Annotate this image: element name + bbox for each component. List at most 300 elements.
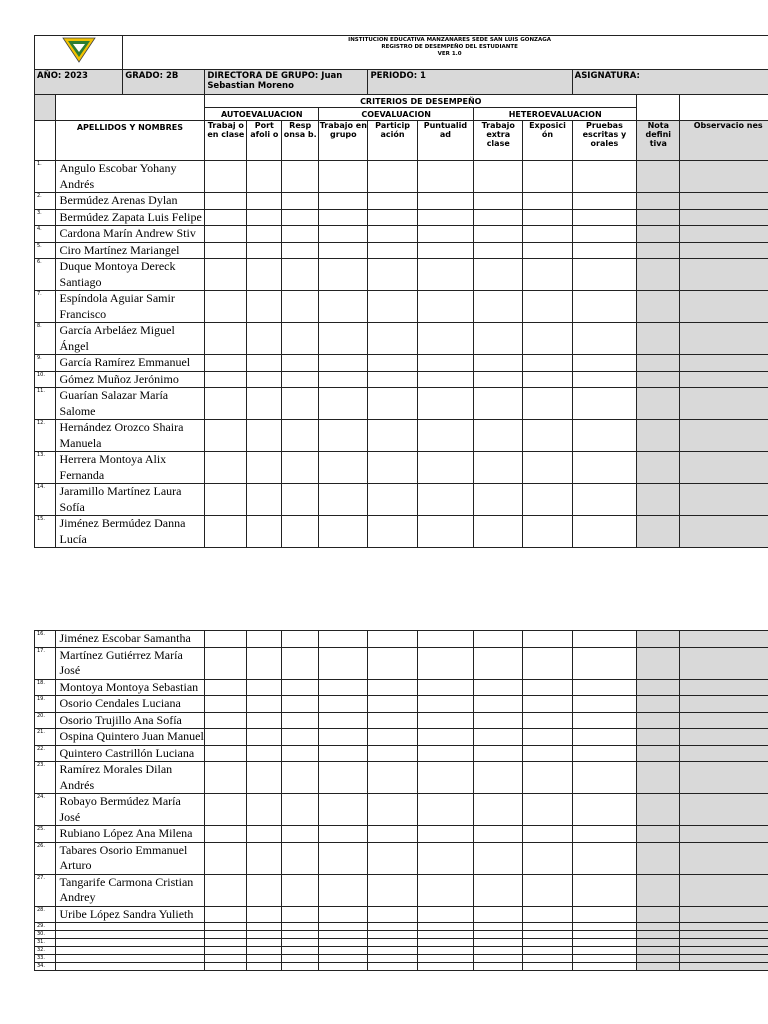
grade-cell[interactable] [319,906,368,923]
grade-cell[interactable] [282,291,319,323]
grade-cell[interactable] [474,906,523,923]
grade-cell[interactable] [368,762,417,794]
observations-cell[interactable] [680,906,768,923]
grade-cell[interactable] [417,291,473,323]
observations-cell[interactable] [680,323,768,355]
observations-cell[interactable] [680,516,768,548]
observations-cell[interactable] [680,631,768,648]
grade-cell[interactable] [319,947,368,955]
final-grade-cell[interactable] [637,484,680,516]
grade-cell[interactable] [247,647,282,679]
grade-cell[interactable] [282,906,319,923]
final-grade-cell[interactable] [637,923,680,931]
grade-cell[interactable] [247,452,282,484]
grade-cell[interactable] [417,323,473,355]
grade-cell[interactable] [282,794,319,826]
grade-cell[interactable] [247,963,282,971]
grade-cell[interactable] [523,874,572,906]
grade-cell[interactable] [474,355,523,372]
grade-cell[interactable] [523,923,572,931]
observations-cell[interactable] [680,161,768,193]
grade-cell[interactable] [368,291,417,323]
grade-cell[interactable] [523,420,572,452]
grade-cell[interactable] [282,842,319,874]
grade-cell[interactable] [572,259,637,291]
grade-cell[interactable] [572,874,637,906]
grade-cell[interactable] [368,712,417,729]
grade-cell[interactable] [572,745,637,762]
grade-cell[interactable] [572,323,637,355]
grade-cell[interactable] [523,939,572,947]
grade-cell[interactable] [572,679,637,696]
grade-cell[interactable] [282,420,319,452]
final-grade-cell[interactable] [637,826,680,843]
grade-cell[interactable] [572,647,637,679]
grade-cell[interactable] [523,947,572,955]
grade-cell[interactable] [205,371,247,388]
grade-cell[interactable] [282,226,319,243]
final-grade-cell[interactable] [637,388,680,420]
grade-cell[interactable] [247,923,282,931]
grade-cell[interactable] [474,226,523,243]
grade-cell[interactable] [523,647,572,679]
grade-cell[interactable] [282,762,319,794]
grade-cell[interactable] [247,745,282,762]
grade-cell[interactable] [417,355,473,372]
grade-cell[interactable] [417,712,473,729]
grade-cell[interactable] [523,161,572,193]
grade-cell[interactable] [523,484,572,516]
grade-cell[interactable] [417,452,473,484]
grade-cell[interactable] [417,209,473,226]
grade-cell[interactable] [417,161,473,193]
grade-cell[interactable] [474,452,523,484]
grade-cell[interactable] [205,874,247,906]
grade-cell[interactable] [282,647,319,679]
grade-cell[interactable] [572,631,637,648]
grade-cell[interactable] [417,420,473,452]
final-grade-cell[interactable] [637,931,680,939]
grade-cell[interactable] [417,647,473,679]
grade-cell[interactable] [247,729,282,746]
grade-cell[interactable] [417,679,473,696]
grade-cell[interactable] [417,484,473,516]
grade-cell[interactable] [572,762,637,794]
grade-cell[interactable] [572,193,637,210]
grade-cell[interactable] [572,484,637,516]
observations-cell[interactable] [680,259,768,291]
grade-cell[interactable] [572,209,637,226]
grade-cell[interactable] [474,842,523,874]
grade-cell[interactable] [319,794,368,826]
grade-cell[interactable] [417,242,473,259]
observations-cell[interactable] [680,842,768,874]
grade-cell[interactable] [319,209,368,226]
final-grade-cell[interactable] [637,516,680,548]
grade-cell[interactable] [572,516,637,548]
grade-cell[interactable] [247,420,282,452]
observations-cell[interactable] [680,226,768,243]
observations-cell[interactable] [680,209,768,226]
final-grade-cell[interactable] [637,259,680,291]
observations-cell[interactable] [680,193,768,210]
grade-cell[interactable] [523,906,572,923]
grade-cell[interactable] [319,874,368,906]
grade-cell[interactable] [319,631,368,648]
grade-cell[interactable] [368,939,417,947]
grade-cell[interactable] [205,193,247,210]
grade-cell[interactable] [474,323,523,355]
grade-cell[interactable] [205,679,247,696]
grade-cell[interactable] [572,939,637,947]
grade-cell[interactable] [417,955,473,963]
final-grade-cell[interactable] [637,842,680,874]
grade-cell[interactable] [523,355,572,372]
grade-cell[interactable] [319,291,368,323]
grade-cell[interactable] [247,484,282,516]
grade-cell[interactable] [319,923,368,931]
final-grade-cell[interactable] [637,939,680,947]
observations-cell[interactable] [680,452,768,484]
grade-cell[interactable] [417,259,473,291]
final-grade-cell[interactable] [637,712,680,729]
grade-cell[interactable] [247,516,282,548]
observations-cell[interactable] [680,712,768,729]
grade-cell[interactable] [368,931,417,939]
grade-cell[interactable] [247,939,282,947]
grade-cell[interactable] [417,516,473,548]
grade-cell[interactable] [417,388,473,420]
observations-cell[interactable] [680,794,768,826]
grade-cell[interactable] [572,955,637,963]
grade-cell[interactable] [282,874,319,906]
final-grade-cell[interactable] [637,906,680,923]
grade-cell[interactable] [319,161,368,193]
grade-cell[interactable] [247,712,282,729]
grade-cell[interactable] [319,420,368,452]
grade-cell[interactable] [474,939,523,947]
grade-cell[interactable] [282,259,319,291]
final-grade-cell[interactable] [637,291,680,323]
grade-cell[interactable] [282,696,319,713]
grade-cell[interactable] [572,696,637,713]
grade-cell[interactable] [205,452,247,484]
grade-cell[interactable] [474,696,523,713]
grade-cell[interactable] [247,696,282,713]
grade-cell[interactable] [417,226,473,243]
grade-cell[interactable] [319,712,368,729]
grade-cell[interactable] [417,963,473,971]
grade-cell[interactable] [247,794,282,826]
grade-cell[interactable] [368,729,417,746]
grade-cell[interactable] [417,842,473,874]
grade-cell[interactable] [205,161,247,193]
grade-cell[interactable] [417,193,473,210]
grade-cell[interactable] [282,242,319,259]
final-grade-cell[interactable] [637,323,680,355]
grade-cell[interactable] [474,923,523,931]
grade-cell[interactable] [368,923,417,931]
grade-cell[interactable] [523,955,572,963]
grade-cell[interactable] [368,452,417,484]
grade-cell[interactable] [319,193,368,210]
grade-cell[interactable] [572,452,637,484]
grade-cell[interactable] [282,193,319,210]
final-grade-cell[interactable] [637,242,680,259]
grade-cell[interactable] [282,452,319,484]
grade-cell[interactable] [474,679,523,696]
grade-cell[interactable] [319,679,368,696]
grade-cell[interactable] [523,516,572,548]
final-grade-cell[interactable] [637,226,680,243]
grade-cell[interactable] [572,242,637,259]
grade-cell[interactable] [368,647,417,679]
final-grade-cell[interactable] [637,452,680,484]
grade-cell[interactable] [417,371,473,388]
grade-cell[interactable] [368,631,417,648]
grade-cell[interactable] [247,826,282,843]
grade-cell[interactable] [368,955,417,963]
observations-cell[interactable] [680,826,768,843]
grade-cell[interactable] [319,259,368,291]
grade-cell[interactable] [572,291,637,323]
grade-cell[interactable] [474,209,523,226]
final-grade-cell[interactable] [637,955,680,963]
grade-cell[interactable] [319,745,368,762]
grade-cell[interactable] [247,679,282,696]
grade-cell[interactable] [368,371,417,388]
grade-cell[interactable] [474,931,523,939]
observations-cell[interactable] [680,931,768,939]
observations-cell[interactable] [680,874,768,906]
grade-cell[interactable] [205,955,247,963]
observations-cell[interactable] [680,762,768,794]
grade-cell[interactable] [523,193,572,210]
grade-cell[interactable] [282,923,319,931]
grade-cell[interactable] [282,931,319,939]
grade-cell[interactable] [247,762,282,794]
grade-cell[interactable] [282,955,319,963]
grade-cell[interactable] [474,516,523,548]
grade-cell[interactable] [205,712,247,729]
grade-cell[interactable] [319,323,368,355]
grade-cell[interactable] [205,242,247,259]
grade-cell[interactable] [417,762,473,794]
grade-cell[interactable] [205,484,247,516]
grade-cell[interactable] [319,452,368,484]
grade-cell[interactable] [523,323,572,355]
grade-cell[interactable] [417,947,473,955]
grade-cell[interactable] [282,679,319,696]
observations-cell[interactable] [680,679,768,696]
grade-cell[interactable] [319,355,368,372]
grade-cell[interactable] [205,696,247,713]
grade-cell[interactable] [205,291,247,323]
grade-cell[interactable] [368,826,417,843]
observations-cell[interactable] [680,388,768,420]
grade-cell[interactable] [523,679,572,696]
grade-cell[interactable] [282,388,319,420]
grade-cell[interactable] [319,826,368,843]
grade-cell[interactable] [523,291,572,323]
grade-cell[interactable] [205,355,247,372]
grade-cell[interactable] [474,242,523,259]
grade-cell[interactable] [523,729,572,746]
grade-cell[interactable] [319,939,368,947]
final-grade-cell[interactable] [637,371,680,388]
grade-cell[interactable] [205,745,247,762]
grade-cell[interactable] [319,842,368,874]
observations-cell[interactable] [680,939,768,947]
grade-cell[interactable] [247,355,282,372]
grade-cell[interactable] [474,874,523,906]
observations-cell[interactable] [680,355,768,372]
grade-cell[interactable] [474,420,523,452]
grade-cell[interactable] [417,826,473,843]
grade-cell[interactable] [247,323,282,355]
grade-cell[interactable] [474,631,523,648]
grade-cell[interactable] [523,794,572,826]
final-grade-cell[interactable] [637,193,680,210]
grade-cell[interactable] [417,696,473,713]
grade-cell[interactable] [572,947,637,955]
observations-cell[interactable] [680,291,768,323]
grade-cell[interactable] [319,696,368,713]
grade-cell[interactable] [205,963,247,971]
grade-cell[interactable] [368,259,417,291]
grade-cell[interactable] [474,647,523,679]
grade-cell[interactable] [205,729,247,746]
grade-cell[interactable] [282,729,319,746]
grade-cell[interactable] [417,794,473,826]
observations-cell[interactable] [680,420,768,452]
grade-cell[interactable] [523,696,572,713]
final-grade-cell[interactable] [637,355,680,372]
grade-cell[interactable] [572,420,637,452]
grade-cell[interactable] [319,388,368,420]
grade-cell[interactable] [368,209,417,226]
grade-cell[interactable] [247,291,282,323]
grade-cell[interactable] [474,371,523,388]
final-grade-cell[interactable] [637,729,680,746]
grade-cell[interactable] [247,371,282,388]
grade-cell[interactable] [282,355,319,372]
grade-cell[interactable] [205,388,247,420]
grade-cell[interactable] [247,226,282,243]
grade-cell[interactable] [474,388,523,420]
grade-cell[interactable] [474,712,523,729]
grade-cell[interactable] [368,161,417,193]
grade-cell[interactable] [205,842,247,874]
grade-cell[interactable] [368,388,417,420]
grade-cell[interactable] [247,955,282,963]
grade-cell[interactable] [282,484,319,516]
final-grade-cell[interactable] [637,679,680,696]
grade-cell[interactable] [368,355,417,372]
grade-cell[interactable] [474,762,523,794]
grade-cell[interactable] [205,323,247,355]
grade-cell[interactable] [368,696,417,713]
grade-cell[interactable] [523,745,572,762]
grade-cell[interactable] [247,161,282,193]
grade-cell[interactable] [368,794,417,826]
observations-cell[interactable] [680,647,768,679]
final-grade-cell[interactable] [637,794,680,826]
grade-cell[interactable] [523,209,572,226]
grade-cell[interactable] [572,826,637,843]
grade-cell[interactable] [247,242,282,259]
grade-cell[interactable] [247,947,282,955]
grade-cell[interactable] [319,955,368,963]
grade-cell[interactable] [572,923,637,931]
grade-cell[interactable] [247,906,282,923]
grade-cell[interactable] [368,745,417,762]
grade-cell[interactable] [282,712,319,729]
final-grade-cell[interactable] [637,874,680,906]
grade-cell[interactable] [319,242,368,259]
grade-cell[interactable] [417,939,473,947]
grade-cell[interactable] [282,947,319,955]
grade-cell[interactable] [474,259,523,291]
grade-cell[interactable] [572,355,637,372]
grade-cell[interactable] [319,647,368,679]
grade-cell[interactable] [282,516,319,548]
grade-cell[interactable] [417,931,473,939]
final-grade-cell[interactable] [637,696,680,713]
grade-cell[interactable] [572,161,637,193]
grade-cell[interactable] [523,452,572,484]
grade-cell[interactable] [417,745,473,762]
grade-cell[interactable] [319,963,368,971]
observations-cell[interactable] [680,955,768,963]
grade-cell[interactable] [572,729,637,746]
grade-cell[interactable] [417,729,473,746]
grade-cell[interactable] [319,931,368,939]
grade-cell[interactable] [523,388,572,420]
grade-cell[interactable] [247,874,282,906]
grade-cell[interactable] [368,874,417,906]
grade-cell[interactable] [205,826,247,843]
final-grade-cell[interactable] [637,745,680,762]
grade-cell[interactable] [368,842,417,874]
grade-cell[interactable] [417,631,473,648]
grade-cell[interactable] [572,712,637,729]
grade-cell[interactable] [247,931,282,939]
grade-cell[interactable] [282,371,319,388]
grade-cell[interactable] [523,826,572,843]
final-grade-cell[interactable] [637,762,680,794]
grade-cell[interactable] [319,226,368,243]
grade-cell[interactable] [205,631,247,648]
grade-cell[interactable] [572,963,637,971]
grade-cell[interactable] [205,516,247,548]
grade-cell[interactable] [319,371,368,388]
grade-cell[interactable] [282,161,319,193]
observations-cell[interactable] [680,947,768,955]
grade-cell[interactable] [474,729,523,746]
grade-cell[interactable] [205,647,247,679]
final-grade-cell[interactable] [637,947,680,955]
grade-cell[interactable] [417,923,473,931]
grade-cell[interactable] [282,631,319,648]
grade-cell[interactable] [205,209,247,226]
grade-cell[interactable] [572,371,637,388]
grade-cell[interactable] [474,484,523,516]
grade-cell[interactable] [247,259,282,291]
grade-cell[interactable] [205,762,247,794]
grade-cell[interactable] [205,226,247,243]
grade-cell[interactable] [368,323,417,355]
